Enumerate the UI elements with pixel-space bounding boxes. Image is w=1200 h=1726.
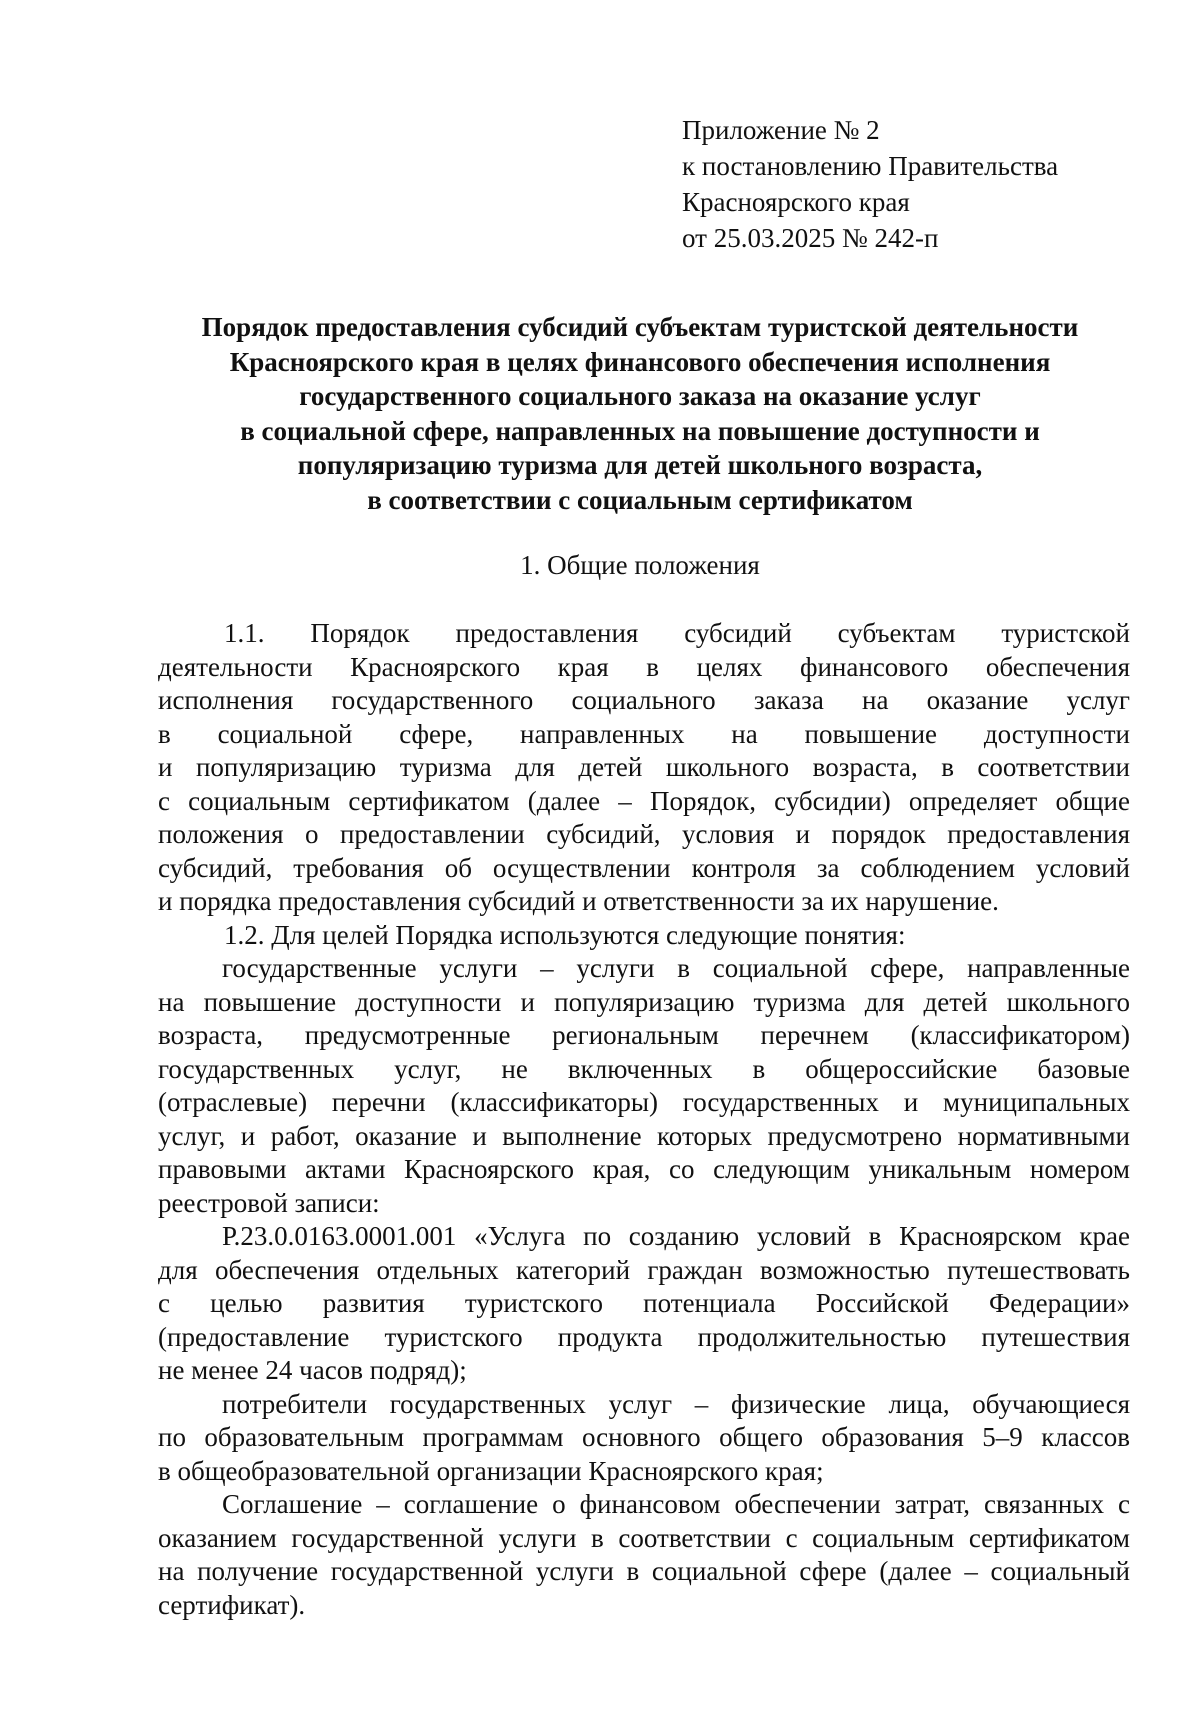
paragraph-line: сертификат). (158, 1589, 306, 1620)
paragraph-line: 1.1. Порядок предоставления субсидий субъектам туристской (224, 618, 1130, 648)
paragraph-line: в общеобразовательной организации Красноярского края; (158, 1455, 824, 1486)
paragraph-line: государственных услуг, не включенных в общероссийские базовые (158, 1053, 1130, 1084)
document-title (140, 310, 1140, 517)
appendix-line: Приложение № 2 (682, 115, 880, 145)
paragraph-line: и порядка предоставления субсидий и ответственности за их нарушение. (158, 886, 999, 916)
paragraph-line: в социальной сфере, направленных на повышение доступности (158, 718, 1130, 749)
paragraph-line: Р.23.0.0163.0001.001 «Услуга по созданию условий в Красноярском крае (222, 1221, 1130, 1251)
paragraph-line: исполнения государственного социального заказа на оказание услуг (158, 685, 1130, 715)
paragraph-line: с социальным сертификатом (далее – Порядок, субсидии) определяет общие (158, 785, 1130, 816)
paragraph-line: для обеспечения отдельных категорий граждан возможностью путешествовать (158, 1254, 1130, 1285)
paragraph-line: положения о предоставлении субсидий, условия и порядок предоставления (158, 819, 1130, 849)
paragraph-line: услуг, и работ, оказание и выполнение которых предусмотрено нормативными (158, 1120, 1130, 1151)
paragraph-line: (отраслевые) перечни (классификаторы) государственных и муниципальных (158, 1087, 1130, 1117)
paragraph-line: правовыми актами Красноярского края, со следующим уникальным номером (158, 1154, 1130, 1184)
appendix-line: Красноярского края (682, 187, 910, 217)
appendix-line: к постановлению Правительства (682, 151, 1059, 181)
title-line: Красноярского края в целях финансового обеспечения исполнения (229, 346, 1051, 377)
paragraph-line: деятельности Красноярского края в целях финансового обеспечения (158, 651, 1130, 682)
paragraph-line: по образовательным программам основного общего образования 5–9 классов (158, 1422, 1130, 1452)
paragraph-line: потребители государственных услуг – физические лица, обучающиеся (222, 1388, 1130, 1419)
paragraph-line: с целью развития туристского потенциала Российской Федерации» (158, 1288, 1130, 1318)
paragraph-line: государственные услуги – услуги в социальной сфере, направленные (222, 953, 1130, 983)
paragraph-line: субсидий, требования об осуществлении контроля за соблюдением условий (158, 852, 1130, 883)
title-line: в соответствии с социальным сертификатом (367, 484, 913, 515)
paragraph-line: реестровой записи: (158, 1187, 380, 1218)
paragraph-line: Соглашение – соглашение о финансовом обеспечении затрат, связанных с (222, 1489, 1130, 1519)
paragraph-line: (предоставление туристского продукта продолжительностью путешествия (158, 1321, 1130, 1352)
paragraph-line: не менее 24 часов подряд); (158, 1355, 467, 1385)
appendix-header (682, 112, 1102, 256)
body-text (158, 617, 1130, 1622)
title-line: государственного социального заказа на оказание услуг (299, 381, 981, 411)
paragraph-line: на получение государственной услуги в социальной сфере (далее – социальный (158, 1556, 1130, 1586)
paragraph-line: возраста, предусмотренные региональным перечнем (классификатором) (158, 1020, 1130, 1050)
title-line: Порядок предоставления субсидий субъектам туристской деятельности (201, 312, 1079, 342)
paragraph-line: на повышение доступности и популяризацию туризма для детей школьного (158, 986, 1130, 1017)
title-line: популяризацию туризма для детей школьного возраста, (297, 450, 983, 480)
appendix-line: от 25.03.2025 № 242-п (682, 223, 939, 253)
title-line: в социальной сфере, направленных на повышение доступности и (240, 415, 1040, 446)
paragraph-line: и популяризацию туризма для детей школьного возраста, в соответствии (158, 752, 1130, 782)
paragraph-line: оказанием государственной услуги в соответствии с социальным сертификатом (158, 1522, 1130, 1553)
section-heading: 1. Общие положения (520, 550, 760, 580)
paragraph-line: 1.2. Для целей Порядка используются следующие понятия: (224, 919, 906, 950)
